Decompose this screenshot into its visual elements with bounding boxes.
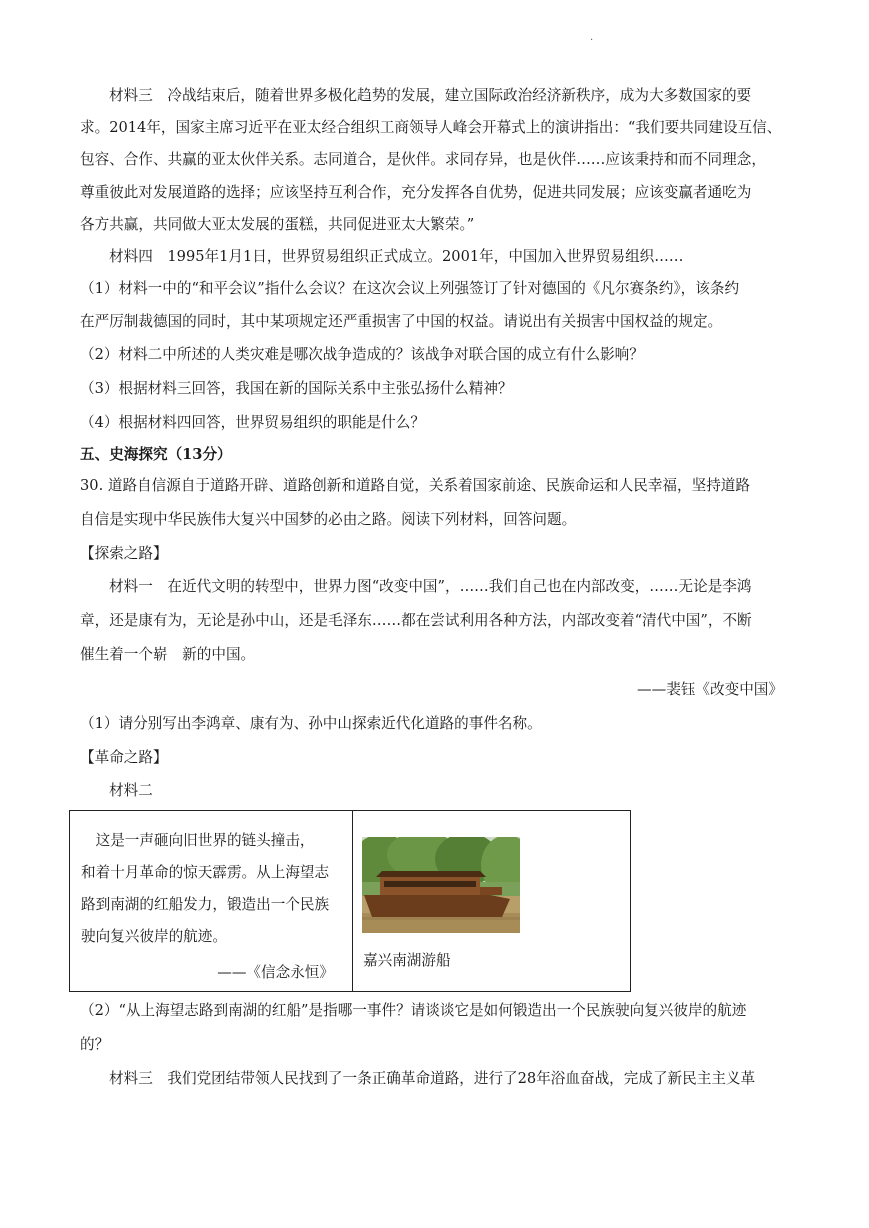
- material-3-line-2: 求。2014年，国家主席习近平在亚太经合组织工商领导人峰会开幕式上的演讲指出：“我们要共同建设互信、: [80, 119, 782, 136]
- material-2-label: 材料二: [109, 782, 153, 799]
- red-boat-photo: [362, 837, 520, 933]
- material-3-line-5: 各方共赢，共同做大亚太发展的蛋糕，共同促进亚太大繁荣。”: [80, 216, 475, 233]
- sub-question-1: （1）请分别写出李鸿章、康有为、孙中山探索近代化道路的事件名称。: [80, 715, 542, 732]
- question-2: （2）材料二中所述的人类灾难是哪次战争造成的？该战争对联合国的成立有什么影响？: [80, 346, 644, 363]
- poem-source: ——《信念永恒》: [217, 964, 334, 981]
- poem-line-1: 这是一声砸向旧世界的链头撞击，: [81, 832, 315, 849]
- question-3: （3）根据材料三回答，我国在新的国际关系中主张弘扬什么精神？: [80, 380, 513, 397]
- subheading-exploration: 【探索之路】: [80, 545, 168, 562]
- material-1-line-2: 章，还是康有为，无论是孙中山，还是毛泽东……都在尝试利用各种方法，内部改变着“清代中国”，不断: [80, 612, 752, 629]
- question-4: （4）根据材料四回答，世界贸易组织的职能是什么？: [80, 414, 425, 431]
- photo-caption: 嘉兴南湖游船: [363, 952, 451, 969]
- poem-line-4: 驶向复兴彼岸的航迹。: [81, 928, 227, 945]
- section-heading: 五、史海探究（13分）: [80, 446, 232, 463]
- header-dot: .: [590, 32, 594, 43]
- sub-question-2-line-1: （2）“从上海望志路到南湖的红船”是指哪一事件？请谈谈它是如何锻造出一个民族驶向复兴彼岸的航迹: [80, 1002, 747, 1019]
- question-30-line-1: 30. 道路自信源自于道路开辟、道路创新和道路自觉，关系着国家前途、民族命运和人民幸福，坚持道路: [80, 477, 750, 494]
- material-4-line: 材料四 1995年1月1日，世界贸易组织正式成立。2001年，中国加入世界贸易组织……: [109, 248, 684, 265]
- red-boat-image: [362, 837, 520, 933]
- material-1-line-1: 材料一 在近代文明的转型中，世界力图“改变中国”，……我们自己也在内部改变，……无论是李鸿: [109, 578, 752, 595]
- material-3-line-1: 材料三 冷战结束后，随着世界多极化趋势的发展，建立国际政治经济新秩序，成为大多数国家的要: [109, 87, 752, 104]
- box-divider: [352, 811, 353, 991]
- material-3b-line: 材料三 我们党团结带领人民找到了一条正确革命道路，进行了28年浴血奋战，完成了新民主主义革: [109, 1070, 756, 1087]
- sub-question-2-line-2: 的？: [80, 1036, 110, 1053]
- material-1-line-3: 催生着一个崭 新的中国。: [80, 646, 256, 663]
- material-3-line-3: 包容、合作、共赢的亚太伙伴关系。志同道合，是伙伴。求同存异，也是伙伴……应该秉持和而不同理念，: [80, 151, 766, 168]
- question-1-line-1: （1）材料一中的“和平会议”指什么会议？在这次会议上列强签订了针对德国的《凡尔赛条约》，该条约: [80, 280, 740, 297]
- subheading-revolution: 【革命之路】: [80, 749, 168, 766]
- poem-line-3: 路到南湖的红船发力，锻造出一个民族: [81, 896, 330, 913]
- question-30-line-2: 自信是实现中华民族伟大复兴中国梦的必由之路。阅读下列材料，回答问题。: [80, 511, 577, 528]
- material-2-box: [69, 810, 631, 992]
- material-3-line-4: 尊重彼此对发展道路的选择；应该坚持互利合作，充分发挥各自优势，促进共同发展；应该变赢者通吃为: [80, 184, 752, 201]
- question-1-line-2: 在严厉制裁德国的同时，其中某项规定还严重损害了中国的权益。请说出有关损害中国权益的规定。: [80, 313, 723, 330]
- material-1-source: ——裴钰《改变中国》: [637, 681, 783, 698]
- poem-line-2: 和着十月革命的惊天霹雳。从上海望志: [81, 864, 330, 881]
